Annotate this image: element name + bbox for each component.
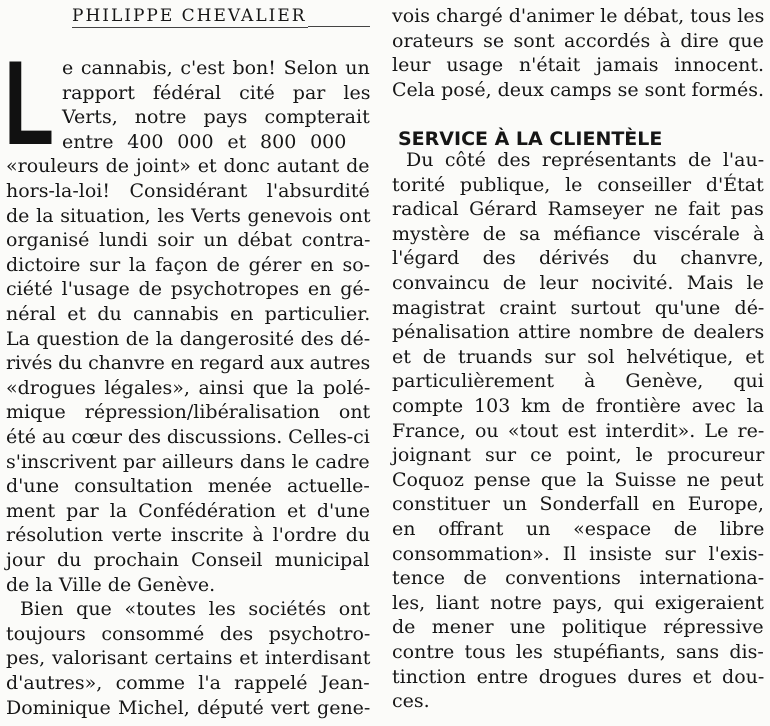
text-line: de la situation, les Verts genevois ont <box>6 204 371 227</box>
text-line: La question de la dangerosité des dé- <box>6 327 371 350</box>
byline: PHILIPPE CHEVALIER <box>72 6 307 26</box>
text-line: magistrat craint surtout qu'une dé- <box>392 296 765 319</box>
text-line: Coquoz pense que la Suisse ne peut <box>392 468 764 491</box>
text-line: les, liant notre pays, qui exigeraient <box>392 591 764 614</box>
text-line: vois chargé d'animer le débat, tous les <box>392 5 765 27</box>
text-line: «drogues légales», ainsi que la polé- <box>6 376 371 399</box>
text-line: particulièrement à Genève, qui <box>392 370 764 393</box>
text-line: mique répression/libéralisation ont <box>6 401 371 424</box>
text-line: «rouleurs de joint» et donc autant de <box>6 155 370 178</box>
text-line: orateurs se sont accordés à dire que <box>392 29 764 52</box>
text-line: Bien que «toutes les sociétés ont <box>20 598 371 621</box>
byline-rule <box>308 26 370 27</box>
text-line: leur usage n'était jamais innocent. <box>392 54 765 77</box>
text-line: Dominique Michel, député vert gene- <box>6 696 371 719</box>
text-line: e cannabis, c'est bon! Selon un <box>62 57 370 79</box>
text-line: convaincu de leur nocivité. Mais le <box>392 272 764 294</box>
text-line: pes, valorisant certains et interdisant <box>6 647 371 670</box>
text-line: néral et du cannabis en particulier. <box>6 303 371 325</box>
text-line: organisé lundi soir un débat contra- <box>6 229 371 252</box>
text-line: rapport fédéral cité par les <box>62 81 371 104</box>
text-line: en offrant un «espace de libre <box>392 518 765 540</box>
text-line: France, ou «tout est interdit». Le re- <box>392 419 765 442</box>
text-line: consommation». Il insiste sur l'exis- <box>392 542 765 565</box>
text-line: Cela posé, deux camps se sont formés. <box>392 78 764 101</box>
text-line: de la Ville de Genève. <box>6 573 216 596</box>
text-line: s'inscrivent par ailleurs dans le cadre <box>6 450 370 473</box>
text-line: Verts, notre pays compterait <box>62 106 370 129</box>
text-line: résolution verte inscrite à l'ordre du <box>6 524 371 547</box>
text-line: d'une consultation menée actuelle- <box>6 475 370 498</box>
text-line: constituer un Sonderfall en Europe, <box>392 493 764 516</box>
text-line: compte 103 km de frontière avec la <box>392 395 765 417</box>
text-line: joignant sur ce point, le procureur <box>392 444 765 467</box>
text-line: torité publique, le conseiller d'État <box>392 173 764 196</box>
text-line: de mener une politique répressive <box>392 616 764 639</box>
text-line: ces. <box>392 690 430 713</box>
text-line: Du côté des représentants de l'au- <box>406 149 765 171</box>
text-line: entre 400 000 et 800 000 <box>62 130 347 153</box>
subheading: SERVICE À LA CLIENTÈLE <box>398 128 663 150</box>
text-line: tinction entre drogues dures et dou- <box>392 665 765 688</box>
text-line: mystère de sa méfiance viscérale à <box>392 222 765 245</box>
drop-cap <box>4 36 55 170</box>
text-line: jour du prochain Conseil municipal <box>6 549 370 571</box>
text-line: l'égard des dérivés du chanvre, <box>392 247 764 270</box>
text-line: et de truands sur sol helvétique, et <box>392 345 765 368</box>
text-line: pénalisation attire nombre de dealers <box>392 321 765 344</box>
drop-cap-letter: L <box>4 36 55 170</box>
text-line: rivés du chanvre en regard aux autres <box>6 352 371 375</box>
text-line: toujours consommé des psychotro- <box>6 622 371 645</box>
text-line: contre tous les stupéfiants, sans dis- <box>392 641 764 663</box>
text-line: été au cœur des discussions. Celles-ci <box>6 426 370 448</box>
text-line: radical Gérard Ramseyer ne fait pas <box>392 198 764 221</box>
text-line: d'autres», comme l'a rappelé Jean- <box>6 672 370 694</box>
text-line: ment par la Confédération et d'une <box>6 499 370 522</box>
text-line: tence de conventions internationa- <box>392 567 765 590</box>
text-line: hors-la-loi! Considérant l'absurdité <box>6 180 370 202</box>
text-line: ciété l'usage de psychotropes en gé- <box>6 278 371 301</box>
text-line: dictoire sur la façon de gérer en so- <box>6 253 371 276</box>
